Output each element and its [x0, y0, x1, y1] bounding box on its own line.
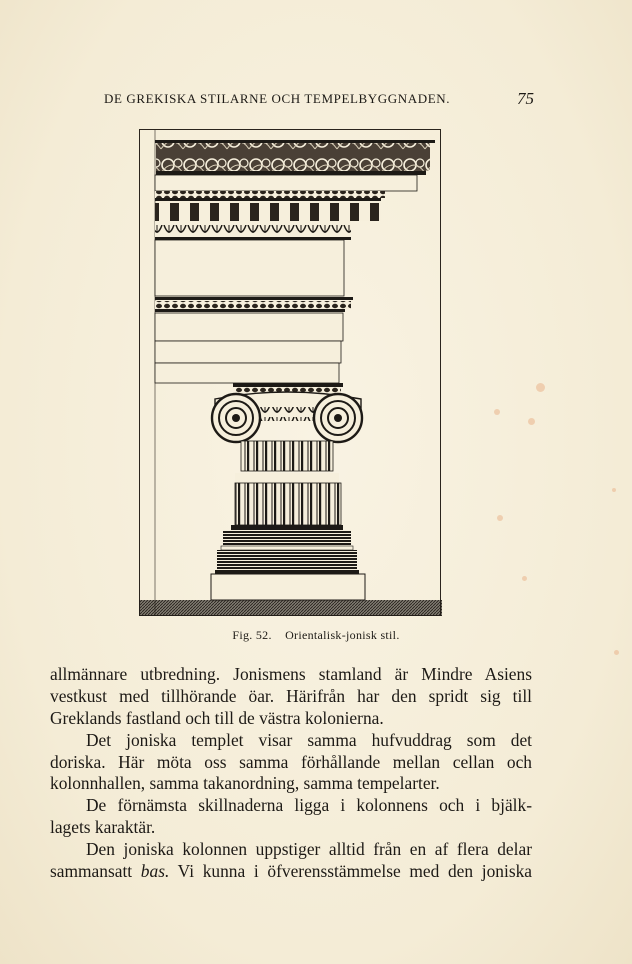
figure-caption-text: Orientalisk-jonisk stil.: [285, 628, 400, 642]
page-header: [104, 91, 534, 111]
text-line: allmännare utbredning. Jonismens stamland är Mindre Asiens: [50, 664, 532, 684]
italic-term: bas.: [140, 861, 170, 882]
text-line: De förnämsta skillnaderna ligga i kolonnens och i bjälk-: [86, 795, 532, 816]
text-line: doriska. Här möta oss samma förhållande mellan cellan och: [50, 751, 532, 772]
running-head: DE GREKISKA STILARNE OCH TEMPELBYGGNADEN.: [104, 91, 451, 106]
right-volute: [314, 394, 362, 442]
figure-caption: [0, 628, 632, 643]
text-line: Det joniska templet visar samma hufvuddrag som det: [86, 729, 532, 750]
body-text: [50, 664, 532, 883]
text-line: vestkust med tillhörande öar. Härifrån har den spridt sig till: [50, 685, 532, 706]
text-line: lagets karaktär.: [50, 817, 156, 838]
ionic-column-engraving: [139, 129, 442, 616]
page-number: 75: [517, 89, 534, 108]
figure-label: Fig. 52.: [232, 628, 272, 642]
ionic-order-illustration: [139, 129, 442, 616]
text-line: Den joniska kolonnen uppstiger alltid från en af flera delar: [86, 839, 532, 860]
text-line: Greklands fastland och till de västra kolonierna.: [50, 707, 384, 728]
left-volute: [212, 394, 260, 442]
text-line: [50, 861, 532, 883]
text-line: kolonnhallen, samma takanordning, samma tempelarter.: [50, 773, 440, 794]
text-segment: sammansatt: [50, 861, 141, 882]
text-segment: Vi kunna i öfverensstämmelse med den joniska: [169, 861, 533, 882]
